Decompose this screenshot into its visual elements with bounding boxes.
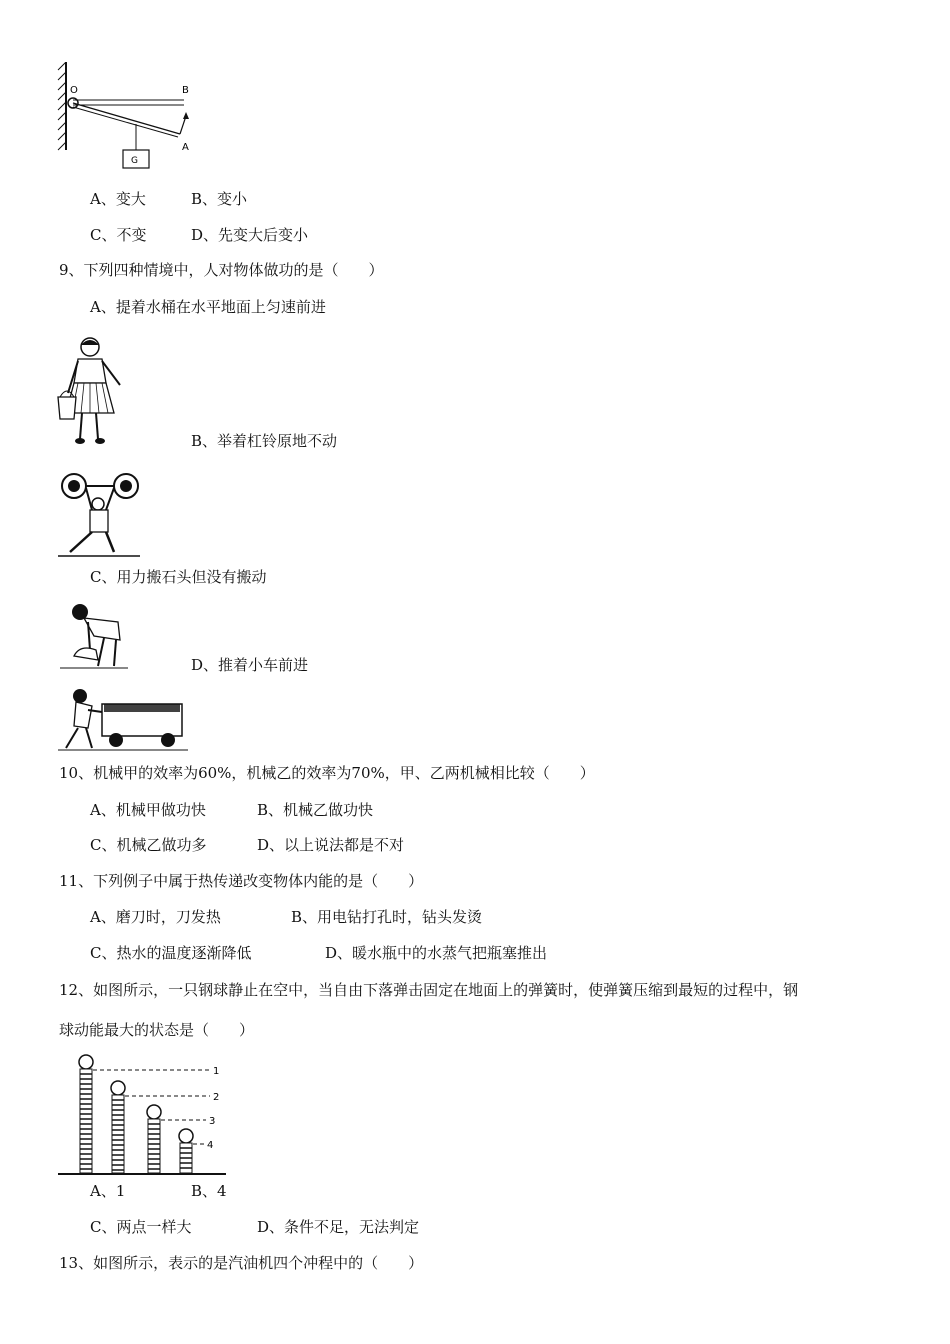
q8-option-b[interactable]: B、变小: [191, 190, 248, 208]
level-label-4: 4: [207, 1140, 214, 1151]
q12-option-a[interactable]: A、1: [90, 1182, 126, 1200]
q12-stem-line1: 12、如图所示，一只钢球静止在空中，当自由下落弹击固定在地面上的弹簧时，使弹簧压缩到最短的过程中，钢: [59, 981, 799, 999]
q9-stem: 9、下列四种情境中，人对物体做功的是（ ）: [59, 261, 384, 279]
q12-option-d[interactable]: D、条件不足，无法判定: [257, 1218, 420, 1236]
q9-option-d[interactable]: D、推着小车前进: [191, 656, 309, 674]
q10-stem: 10、机械甲的效率为60%，机械乙的效率为70%，甲、乙两机械相比较（ ）: [59, 764, 595, 782]
level-label-2: 2: [213, 1092, 220, 1103]
q12-option-b[interactable]: B、4: [191, 1182, 227, 1200]
q13-stem: 13、如图所示，表示的是汽油机四个冲程中的（ ）: [59, 1254, 424, 1272]
label-g: G: [131, 156, 138, 166]
q8-option-a[interactable]: A、变大: [90, 190, 146, 208]
q10-option-d[interactable]: D、以上说法都是不对: [257, 836, 405, 854]
q10-option-a[interactable]: A、机械甲做功快: [90, 801, 206, 819]
woman-carrying-bucket-illustration: [56, 335, 131, 447]
weightlifter-illustration: [56, 466, 142, 560]
q11-option-c[interactable]: C、热水的温度逐渐降低: [90, 944, 252, 962]
q12-stem-line2: 球动能最大的状态是（ ）: [59, 1021, 255, 1039]
q8-option-d[interactable]: D、先变大后变小: [191, 226, 309, 244]
q10-option-b[interactable]: B、机械乙做功快: [257, 801, 374, 819]
q9-option-c[interactable]: C、用力搬石头但没有搬动: [90, 568, 267, 586]
q11-option-a[interactable]: A、磨刀时，刀发热: [90, 908, 221, 926]
spring-ball-figure: [58, 1052, 228, 1178]
q10-option-c[interactable]: C、机械乙做功多: [90, 836, 207, 854]
q9-option-a[interactable]: A、提着水桶在水平地面上匀速前进: [90, 298, 326, 316]
q11-option-b[interactable]: B、用电钻打孔时，钻头发烫: [291, 908, 483, 926]
label-a: A: [182, 142, 189, 153]
label-b: B: [182, 85, 189, 96]
person-pushing-cart-illustration: [56, 686, 190, 752]
q11-stem: 11、下列例子中属于热传递改变物体内能的是（ ）: [59, 872, 424, 890]
level-label-1: 1: [213, 1066, 220, 1077]
q11-option-d[interactable]: D、暖水瓶中的水蒸气把瓶塞推出: [325, 944, 548, 962]
level-label-3: 3: [209, 1116, 216, 1127]
lever-figure: [56, 62, 196, 177]
person-lifting-stone-illustration: [58, 600, 130, 672]
label-o: O: [70, 85, 78, 96]
q8-option-c[interactable]: C、不变: [90, 226, 147, 244]
q9-option-b[interactable]: B、举着杠铃原地不动: [191, 432, 338, 450]
q12-option-c[interactable]: C、两点一样大: [90, 1218, 192, 1236]
